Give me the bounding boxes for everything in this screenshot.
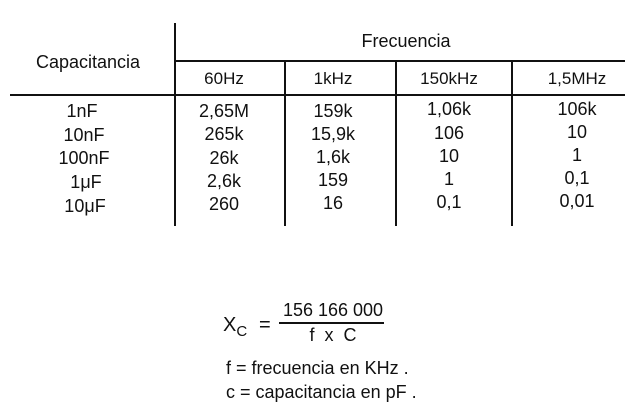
vertical-divider-label-column — [174, 23, 176, 226]
vertical-divider-3 — [511, 61, 513, 226]
table-cell: 2,6k — [206, 171, 242, 191]
table-cell: 26k — [209, 148, 239, 168]
column-group-frecuencia: Frecuencia — [361, 31, 451, 51]
column-header-60hz: 60Hz — [204, 69, 244, 88]
formula-denominator: f x C — [309, 325, 357, 345]
table-cell: 0,1 — [436, 192, 462, 212]
table-cell: 1 — [571, 145, 583, 165]
column-header-150khz: 150kHz — [420, 69, 478, 88]
table-cell: 1,6k — [315, 147, 351, 167]
table-cell: 106 — [433, 123, 465, 143]
table-cell: 10 — [566, 122, 588, 142]
fraction-bar — [279, 322, 384, 324]
column-header-1-5mhz: 1,5MHz — [547, 69, 607, 88]
table-cell: 10 — [438, 146, 460, 166]
table-cell: 16 — [322, 193, 344, 213]
table-cell: 2,65M — [198, 101, 250, 121]
legend-line-capacitance: c = capacitancia en pF . — [226, 382, 417, 402]
formula-numerator: 156 166 000 — [282, 300, 384, 320]
table-cell: 0,1 — [564, 168, 590, 188]
formula-equals-sign: = — [259, 314, 271, 336]
vertical-divider-2 — [395, 61, 397, 226]
formula-lhs — [223, 314, 248, 340]
table-cell: 0,01 — [559, 191, 595, 211]
table-cell: 1,06k — [426, 99, 472, 119]
header-bottom-line — [10, 94, 625, 96]
formula-lhs-subscript: C — [236, 323, 248, 340]
table-cell: 260 — [208, 194, 240, 214]
formula-lhs-symbol: X — [223, 314, 237, 336]
table-cell: 159k — [313, 101, 353, 121]
row-label: 100nF — [58, 148, 110, 168]
column-header-1khz: 1kHz — [313, 69, 353, 88]
table-cell: 1 — [443, 169, 455, 189]
table-cell: 106k — [557, 99, 597, 119]
row-label: 1nF — [66, 101, 98, 121]
row-header-capacitancia: Capacitancia — [35, 52, 141, 72]
row-label: 10nF — [63, 125, 105, 145]
reactance-formula — [0, 290, 625, 416]
header-subdivider-line — [174, 60, 625, 62]
table-cell: 265k — [204, 124, 244, 144]
vertical-divider-1 — [284, 61, 286, 226]
legend-line-frequency: f = frecuencia en KHz . — [226, 358, 409, 378]
row-label: 10μF — [64, 196, 106, 216]
row-label: 1μF — [70, 172, 102, 192]
table-cell: 15,9k — [310, 124, 356, 144]
table-cell: 159 — [317, 170, 349, 190]
